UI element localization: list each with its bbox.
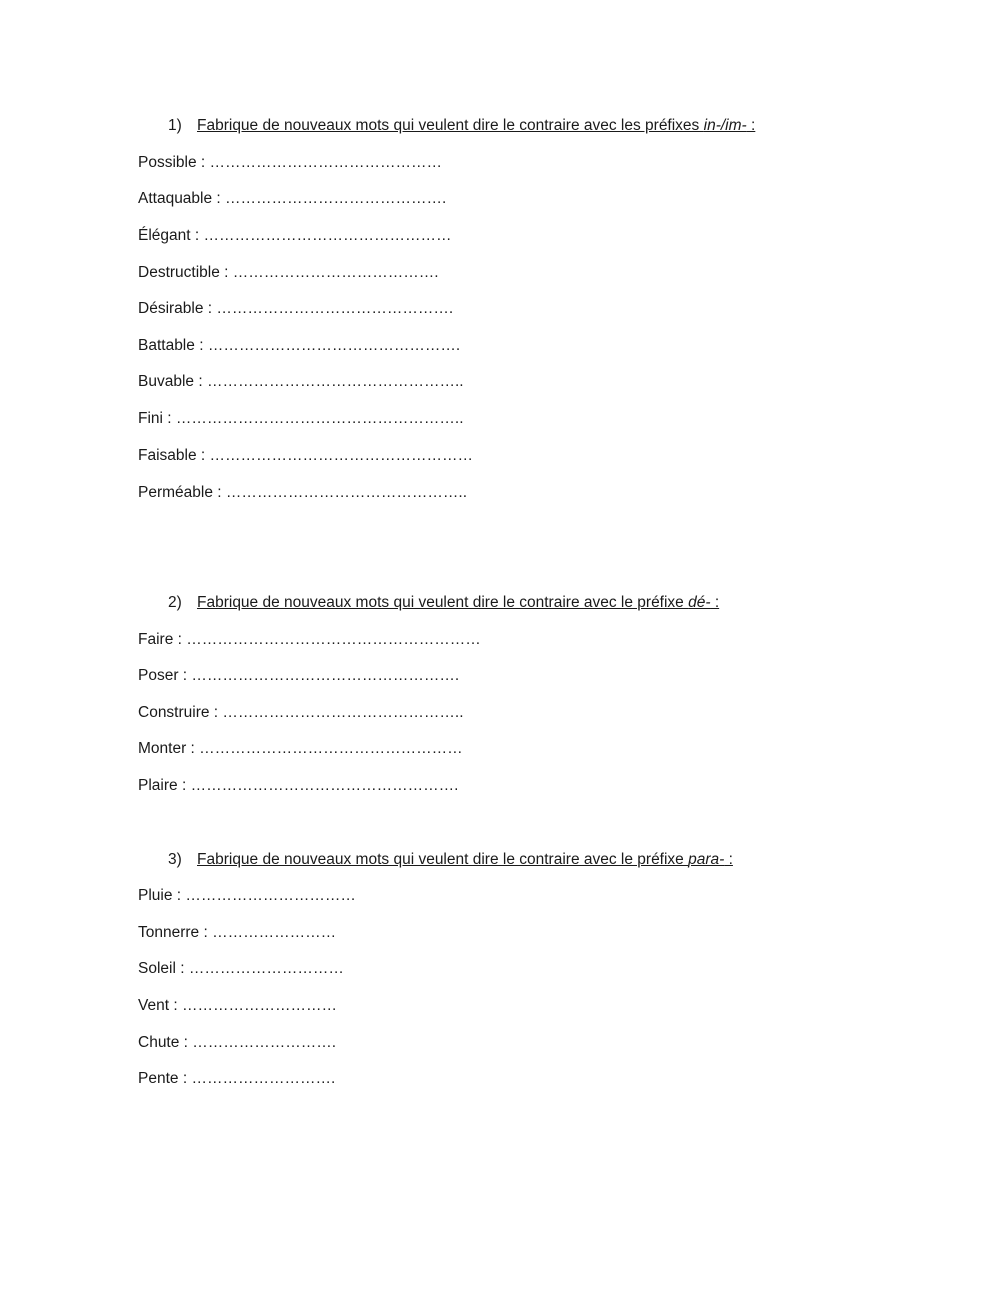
exercise-item[interactable]: Pente : ………………………. <box>138 1070 336 1087</box>
word: Chute <box>138 1034 180 1051</box>
word: Destructible <box>138 264 220 281</box>
exercise-item[interactable]: Attaquable : ……………………………………. <box>138 190 447 207</box>
prefix: in-/im- <box>703 117 747 134</box>
section-number: 2) <box>168 594 182 611</box>
word: Faisable <box>138 447 197 464</box>
word: Fini <box>138 410 163 427</box>
section-heading <box>168 594 719 612</box>
answer-blank: ………………………………………….. <box>206 373 464 390</box>
answer-blank: …………………………………………… <box>199 740 463 757</box>
section-title: Fabrique de nouveaux mots qui veulent dire le contraire avec les préfixes in-/im- : <box>197 117 756 134</box>
answer-blank: ………………………. <box>191 1070 336 1087</box>
answer-blank: ……………………………………….. <box>222 704 464 721</box>
word: Soleil <box>138 960 176 977</box>
exercise-item[interactable]: Élégant : ………………………………………… <box>138 227 452 244</box>
exercise-item[interactable]: Plaire : ……………………………………………. <box>138 777 459 794</box>
exercise-item[interactable]: Perméable : ……………………………………….. <box>138 484 468 501</box>
word: Perméable <box>138 484 213 501</box>
exercise-item[interactable]: Faisable : …………………………………………… <box>138 447 474 464</box>
section-number: 3) <box>168 851 182 868</box>
answer-blank: ……………………………………………….. <box>175 410 464 427</box>
exercise-item[interactable]: Soleil : ………………………… <box>138 960 344 977</box>
word: Élégant <box>138 227 191 244</box>
answer-blank: ……………………………………….. <box>225 484 468 501</box>
answer-blank: ……………………………………… <box>209 154 443 171</box>
answer-blank: …………………………………………. <box>207 337 461 354</box>
word: Poser <box>138 667 179 684</box>
word: Tonnerre <box>138 924 200 941</box>
answer-blank: …………………………… <box>185 887 356 904</box>
answer-blank: ……………………………………………. <box>190 777 459 794</box>
answer-blank: ……………………………………. <box>225 190 447 207</box>
section-number: 1) <box>168 117 182 134</box>
answer-blank: ………………………. <box>192 1034 337 1051</box>
exercise-item[interactable]: Fini : ……………………………………………….. <box>138 410 464 427</box>
answer-blank: ………………………… <box>181 997 337 1014</box>
answer-blank: ……………………………………………. <box>191 667 460 684</box>
word: Construire <box>138 704 210 721</box>
answer-blank: …………………… <box>212 924 337 941</box>
word: Battable <box>138 337 195 354</box>
word: Buvable <box>138 373 195 390</box>
exercise-item[interactable]: Vent : ………………………… <box>138 997 337 1014</box>
word: Pente <box>138 1070 179 1087</box>
exercise-item[interactable]: Tonnerre : …………………… <box>138 924 337 941</box>
answer-blank: ………………………… <box>188 960 344 977</box>
word: Attaquable <box>138 190 213 207</box>
exercise-item[interactable]: Construire : ……………………………………….. <box>138 704 464 721</box>
answer-blank: ………………………………………………… <box>186 631 481 648</box>
exercise-item[interactable]: Désirable : ………………………………………. <box>138 300 454 317</box>
word: Faire <box>138 631 174 648</box>
section-heading <box>168 117 755 135</box>
exercise-item[interactable]: Destructible : …………………………………. <box>138 264 439 281</box>
prefix: dé- <box>688 594 711 611</box>
word: Vent <box>138 997 170 1014</box>
exercise-item[interactable]: Possible : ……………………………………… <box>138 154 443 171</box>
exercise-item[interactable]: Faire : ………………………………………………… <box>138 631 481 648</box>
exercise-item[interactable]: Monter : …………………………………………… <box>138 740 463 757</box>
prefix: para- <box>688 851 725 868</box>
word: Désirable <box>138 300 204 317</box>
section-title: Fabrique de nouveaux mots qui veulent dire le contraire avec le préfixe dé- : <box>197 594 720 611</box>
exercise-item[interactable]: Buvable : ………………………………………….. <box>138 373 464 390</box>
answer-blank: …………………………………………… <box>209 447 474 464</box>
exercise-item[interactable]: Poser : ……………………………………………. <box>138 667 460 684</box>
answer-blank: …………………………………. <box>232 264 439 281</box>
answer-blank: ………………………………………… <box>203 227 452 244</box>
exercise-item[interactable]: Battable : …………………………………………. <box>138 337 461 354</box>
exercise-item[interactable]: Pluie : …………………………… <box>138 887 356 904</box>
section-title: Fabrique de nouveaux mots qui veulent dire le contraire avec le préfixe para- : <box>197 851 733 868</box>
word: Plaire <box>138 777 178 794</box>
section-heading <box>168 851 733 869</box>
exercise-item[interactable]: Chute : ………………………. <box>138 1034 337 1051</box>
answer-blank: ………………………………………. <box>216 300 454 317</box>
word: Pluie <box>138 887 173 904</box>
word: Possible <box>138 154 197 171</box>
word: Monter <box>138 740 187 757</box>
